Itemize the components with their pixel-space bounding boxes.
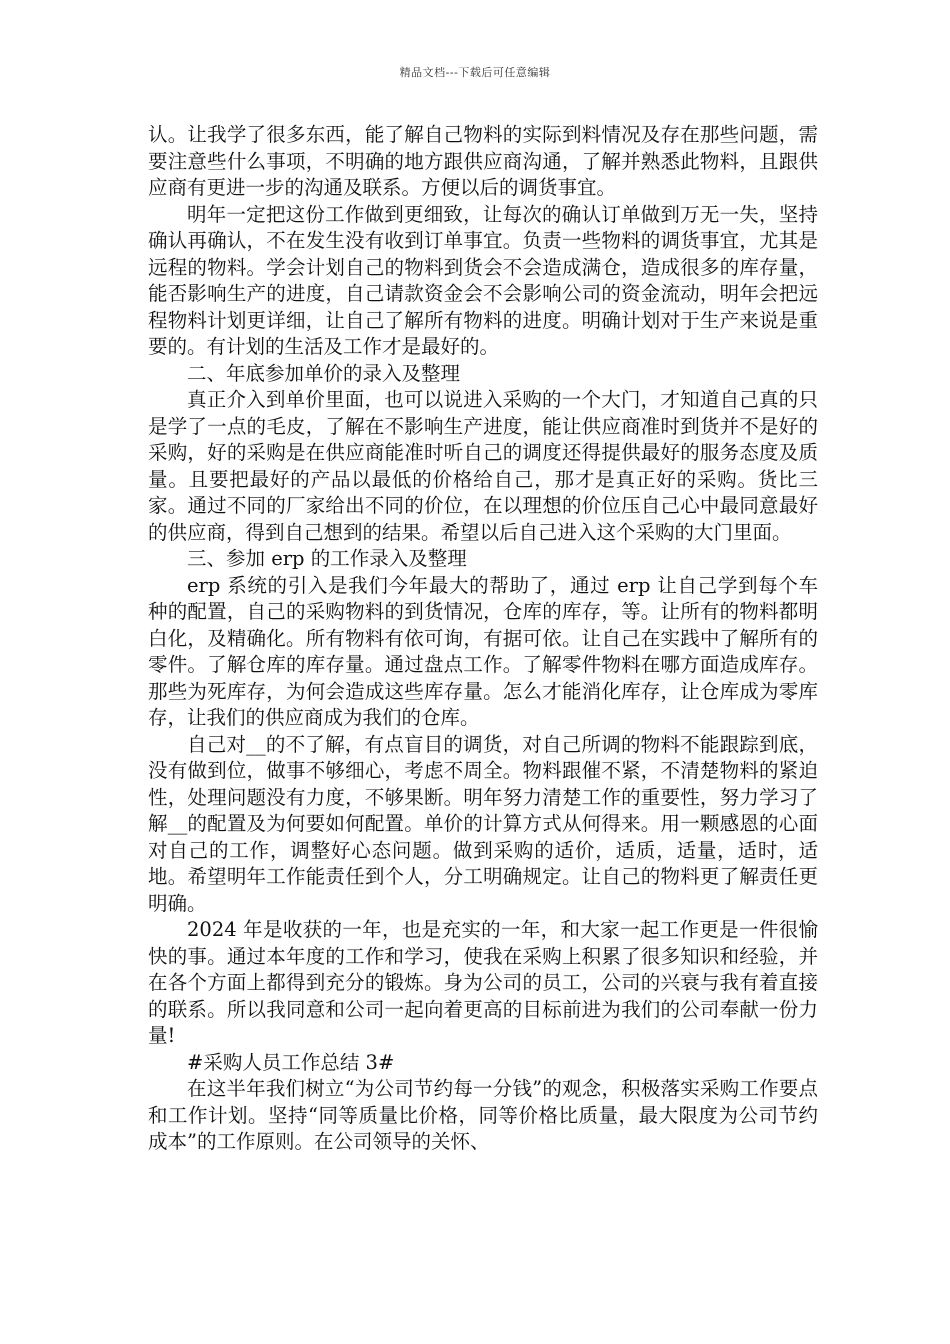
document-body	[148, 122, 818, 1156]
section-heading: 三、参加 erp 的工作录入及整理	[187, 547, 467, 570]
paragraph: erp 系统的引入是我们今年最大的帮助了，通过 erp 让自己学到每个车种的配置，自己的采购物料的到货情况，仓库的库存，等。让所有的物料都明白化，及精确化。所有物料有依可询，有据可依。让自己在实践中了解所有的零件。了解仓库的库存量。通过盘点工作。了解零件物料在哪方面造成库存。那些为死库存，为何会造成这些库存量。怎么才能消化库存，让仓库成为零库存，让我们的供应商成为我们的仓库。	[148, 573, 818, 729]
paragraph: 2024 年是收获的一年，也是充实的一年，和大家一起工作更是一件很愉快的事。通过本年度的工作和学习，使我在采购上积累了很多知识和经验，并在各个方面上都得到充分的锻炼。身为公司的员工，公司的兴衰与我有着直接的联系。所以我同意和公司一起向着更高的目标前进为我们的公司奉献一份力量!	[148, 918, 818, 1047]
paragraph: 认。让我学了很多东西，能了解自己物料的实际到料情况及存在那些问题，需要注意些什么事项，不明确的地方跟供应商沟通，了解并熟悉此物料，且跟供应商有更进一步的沟通及联系。方便以后的调货事宜。	[148, 123, 818, 199]
paragraph: 明年一定把这份工作做到更细致，让每次的确认订单做到万无一失，坚持确认再确认，不在发生没有收到订单事宜。负责一些物料的调货事宜，尤其是远程的物料。学会计划自己的物料到货会不会造成满仓，造成很多的库存量，能否影响生产的进度，自己请款资金会不会影响公司的资金流动，明年会把远程物料计划更详细，让自己了解所有物料的进度。明确计划对于生产来说是重要的。有计划的生活及工作才是最好的。	[148, 202, 818, 358]
paragraph: 真正介入到单价里面，也可以说进入采购的一个大门，才知道自己真的只是学了一点的毛皮，了解在不影响生产进度，能让供应商准时到货并不是好的采购，好的采购是在供应商能准时听自己的调度还得提供最好的服务态度及质量。且要把最好的产品以最低的价格给自己，那才是真正好的采购。货比三家。通过不同的厂家给出不同的价位，在以理想的价位压自己心中最同意最好的供应商，得到自己想到的结果。希望以后自己进入这个采购的大门里面。	[148, 388, 818, 544]
paragraph: 自己对__的不了解，有点盲目的调货，对自己所调的物料不能跟踪到底，没有做到位，做事不够细心，考虑不周全。物料跟催不紧，不清楚物料的紧迫性，处理问题没有力度，不够果断。明年努力清楚工作的重要性，努力学习了解__的配置及为何要如何配置。单价的计算方式从何得来。用一颗感恩的心面对自己的工作，调整好心态问题。做到采购的适价，适质，适量，适时，适地。希望明年工作能责任到个人，分工明确规定。让自己的物料更了解责任更明确。	[148, 732, 818, 915]
page-header: 精品文档---下载后可任意编辑	[399, 66, 551, 79]
paragraph: 在这半年我们树立“为公司节约每一分钱”的观念，积极落实采购工作要点和工作计划。坚持“同等质量比价格，同等价格比质量，最大限度为公司节约成本”的工作原则。在公司领导的关怀、	[148, 1077, 818, 1153]
section-heading: 二、年底参加单价的录入及整理	[187, 361, 461, 385]
section-heading: #采购人员工作总结 3#	[187, 1050, 395, 1074]
